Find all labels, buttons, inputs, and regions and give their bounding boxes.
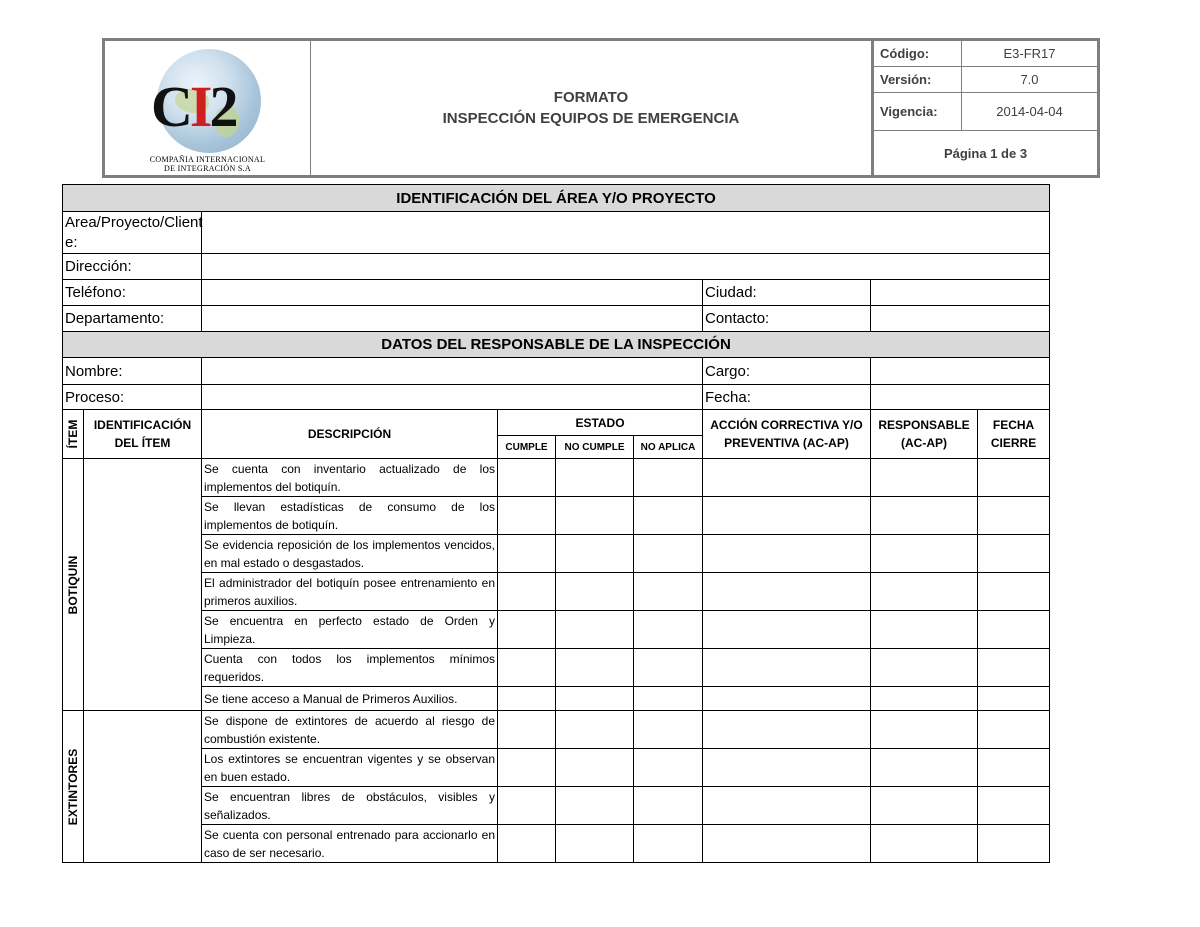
col-estado-header: ESTADO — [498, 410, 703, 436]
cumple-cell[interactable] — [498, 611, 556, 649]
company-name: COMPAÑIA INTERNACIONAL DE INTEGRACIÓN S.A — [149, 155, 266, 173]
cumple-cell[interactable] — [498, 787, 556, 825]
proceso-row — [63, 385, 1050, 410]
telefono-row — [63, 280, 1050, 306]
item-description: Se tiene acceso a Manual de Primeros Auxilios. — [202, 687, 498, 711]
version-label: Versión: — [880, 72, 932, 87]
no-cumple-cell[interactable] — [556, 649, 634, 687]
item-description: Se encuentra en perfecto estado de Orden y Limpieza. — [202, 611, 498, 649]
item-description: Se llevan estadísticas de consumo de los implementos de botiquín. — [202, 497, 498, 535]
fecha-cierre-cell[interactable] — [978, 687, 1050, 711]
ciudad-field[interactable] — [871, 280, 1050, 306]
no-cumple-cell[interactable] — [556, 459, 634, 497]
col-fecha-cierre-header: FECHA CIERRE — [978, 410, 1050, 459]
fecha-cierre-cell[interactable] — [978, 497, 1050, 535]
responsable-cell[interactable] — [871, 459, 978, 497]
vigencia-row — [874, 93, 1097, 131]
no-aplica-cell[interactable] — [634, 649, 703, 687]
no-aplica-cell[interactable] — [634, 459, 703, 497]
no-cumple-cell[interactable] — [556, 787, 634, 825]
table-row — [63, 749, 1050, 787]
col-responsable-header: RESPONSABLE (AC-AP) — [871, 410, 978, 459]
accion-cell[interactable] — [703, 749, 871, 787]
responsable-cell[interactable] — [871, 825, 978, 863]
item-description: Se dispone de extintores de acuerdo al riesgo de combustión existente. — [202, 711, 498, 749]
no-cumple-cell[interactable] — [556, 573, 634, 611]
no-aplica-cell[interactable] — [634, 687, 703, 711]
cumple-cell[interactable] — [498, 711, 556, 749]
table-row — [63, 573, 1050, 611]
direccion-label: Dirección: — [63, 254, 202, 280]
cumple-cell[interactable] — [498, 687, 556, 711]
responsable-cell[interactable] — [871, 611, 978, 649]
contacto-label: Contacto: — [703, 306, 871, 332]
version-value: 7.0 — [961, 67, 1097, 92]
table-row — [63, 459, 1050, 497]
no-cumple-cell[interactable] — [556, 711, 634, 749]
item-description: Se cuenta con personal entrenado para accionarlo en caso de ser necesario. — [202, 825, 498, 863]
no-aplica-cell[interactable] — [634, 611, 703, 649]
fecha-cierre-cell[interactable] — [978, 611, 1050, 649]
contacto-field[interactable] — [871, 306, 1050, 332]
vigencia-value: 2014-04-04 — [961, 93, 1097, 130]
cumple-cell[interactable] — [498, 825, 556, 863]
cumple-cell[interactable] — [498, 535, 556, 573]
group-botiquin-label: BOTIQUIN — [63, 459, 84, 711]
responsable-cell[interactable] — [871, 787, 978, 825]
inspection-table — [62, 184, 1050, 863]
no-aplica-cell[interactable] — [634, 825, 703, 863]
area-row — [63, 212, 1050, 254]
fecha-cierre-cell[interactable] — [978, 535, 1050, 573]
table-row — [63, 687, 1050, 711]
accion-cell[interactable] — [703, 611, 871, 649]
proceso-label: Proceso: — [63, 385, 202, 410]
no-cumple-cell[interactable] — [556, 611, 634, 649]
no-cumple-cell[interactable] — [556, 497, 634, 535]
document-header — [102, 38, 1100, 178]
company-logo: CI2 — [151, 74, 236, 139]
item-description: Cuenta con todos los implementos mínimos requeridos. — [202, 649, 498, 687]
fecha-label: Fecha: — [703, 385, 871, 410]
table-row — [63, 535, 1050, 573]
no-aplica-cell[interactable] — [634, 573, 703, 611]
fecha-cierre-cell[interactable] — [978, 787, 1050, 825]
codigo-label: Código: — [880, 46, 930, 61]
table-row — [63, 825, 1050, 863]
accion-cell[interactable] — [703, 687, 871, 711]
no-aplica-cell[interactable] — [634, 535, 703, 573]
direccion-field[interactable] — [202, 254, 1050, 280]
item-description: Se evidencia reposición de los implementos vencidos, en mal estado o desgastados. — [202, 535, 498, 573]
logo-cell — [105, 41, 311, 175]
document-title — [311, 41, 874, 175]
col-item-header: ÍTEM — [63, 410, 84, 459]
responsable-cell[interactable] — [871, 649, 978, 687]
no-cumple-cell[interactable] — [556, 535, 634, 573]
table-row — [63, 611, 1050, 649]
responsable-cell[interactable] — [871, 535, 978, 573]
col-cumple-header: CUMPLE — [498, 436, 556, 459]
cumple-cell[interactable] — [498, 573, 556, 611]
group-extintores-identificacion[interactable] — [84, 711, 202, 863]
responsable-cell[interactable] — [871, 573, 978, 611]
version-row — [874, 67, 1097, 93]
title-line-2: INSPECCIÓN EQUIPOS DE EMERGENCIA — [442, 110, 740, 127]
responsable-cell[interactable] — [871, 711, 978, 749]
no-aplica-cell[interactable] — [634, 787, 703, 825]
page-number: Página 1 de 3 — [943, 145, 1028, 161]
item-description: Se cuenta con inventario actualizado de los implementos del botiquín. — [202, 459, 498, 497]
col-no-aplica-header: NO APLICA — [634, 436, 703, 459]
fecha-cierre-cell[interactable] — [978, 749, 1050, 787]
area-field[interactable] — [202, 212, 1050, 254]
codigo-row — [874, 41, 1097, 67]
accion-cell[interactable] — [703, 535, 871, 573]
cumple-cell[interactable] — [498, 497, 556, 535]
fecha-cierre-cell[interactable] — [978, 825, 1050, 863]
accion-cell[interactable] — [703, 573, 871, 611]
no-aplica-cell[interactable] — [634, 711, 703, 749]
item-description: Los extintores se encuentran vigentes y se observan en buen estado. — [202, 749, 498, 787]
no-aplica-cell[interactable] — [634, 749, 703, 787]
fecha-field[interactable] — [871, 385, 1050, 410]
telefono-label: Teléfono: — [63, 280, 202, 306]
cargo-label: Cargo: — [703, 358, 871, 385]
col-descripcion-header: DESCRIPCIÓN — [202, 410, 498, 459]
fecha-cierre-cell[interactable] — [978, 459, 1050, 497]
departamento-label: Departamento: — [63, 306, 202, 332]
item-description: Se encuentran libres de obstáculos, visibles y señalizados. — [202, 787, 498, 825]
departamento-row — [63, 306, 1050, 332]
codigo-value: E3-FR17 — [961, 41, 1097, 66]
table-row — [63, 649, 1050, 687]
proceso-field[interactable] — [202, 385, 703, 410]
table-row — [63, 711, 1050, 749]
area-label: Area/Proyecto/Client e: — [63, 212, 202, 254]
fecha-cierre-cell[interactable] — [978, 649, 1050, 687]
accion-cell[interactable] — [703, 825, 871, 863]
column-header-row — [63, 410, 1050, 436]
responsable-cell[interactable] — [871, 687, 978, 711]
table-row — [63, 497, 1050, 535]
vigencia-label: Vigencia: — [880, 104, 938, 119]
cumple-cell[interactable] — [498, 749, 556, 787]
direccion-row — [63, 254, 1050, 280]
accion-cell[interactable] — [703, 787, 871, 825]
accion-cell[interactable] — [703, 711, 871, 749]
responsable-section-title: DATOS DEL RESPONSABLE DE LA INSPECCIÓN — [63, 332, 1050, 358]
responsable-section-row — [63, 332, 1050, 358]
area-section-title: IDENTIFICACIÓN DEL ÁREA Y/O PROYECTO — [63, 185, 1050, 212]
group-extintores-label: EXTINTORES — [63, 711, 84, 863]
item-description: El administrador del botiquín posee entrenamiento en primeros auxilios. — [202, 573, 498, 611]
responsable-cell[interactable] — [871, 749, 978, 787]
cumple-cell[interactable] — [498, 649, 556, 687]
departamento-field[interactable] — [202, 306, 703, 332]
fecha-cierre-cell[interactable] — [978, 711, 1050, 749]
telefono-field[interactable] — [202, 280, 703, 306]
accion-cell[interactable] — [703, 649, 871, 687]
accion-cell[interactable] — [703, 497, 871, 535]
responsable-cell[interactable] — [871, 497, 978, 535]
accion-cell[interactable] — [703, 459, 871, 497]
nombre-label: Nombre: — [63, 358, 202, 385]
area-section-row — [63, 185, 1050, 212]
cumple-cell[interactable] — [498, 459, 556, 497]
ciudad-label: Ciudad: — [703, 280, 871, 306]
col-accion-header: ACCIÓN CORRECTIVA Y/O PREVENTIVA (AC-AP) — [703, 410, 871, 459]
nombre-row — [63, 358, 1050, 385]
group-botiquin-identificacion[interactable] — [84, 459, 202, 711]
fecha-cierre-cell[interactable] — [978, 573, 1050, 611]
table-row — [63, 787, 1050, 825]
no-cumple-cell[interactable] — [556, 749, 634, 787]
title-line-1: FORMATO — [553, 89, 629, 106]
col-identificacion-header: IDENTIFICACIÓN DEL ÍTEM — [84, 410, 202, 459]
no-aplica-cell[interactable] — [634, 497, 703, 535]
no-cumple-cell[interactable] — [556, 687, 634, 711]
col-no-cumple-header: NO CUMPLE — [556, 436, 634, 459]
nombre-field[interactable] — [202, 358, 703, 385]
no-cumple-cell[interactable] — [556, 825, 634, 863]
cargo-field[interactable] — [871, 358, 1050, 385]
